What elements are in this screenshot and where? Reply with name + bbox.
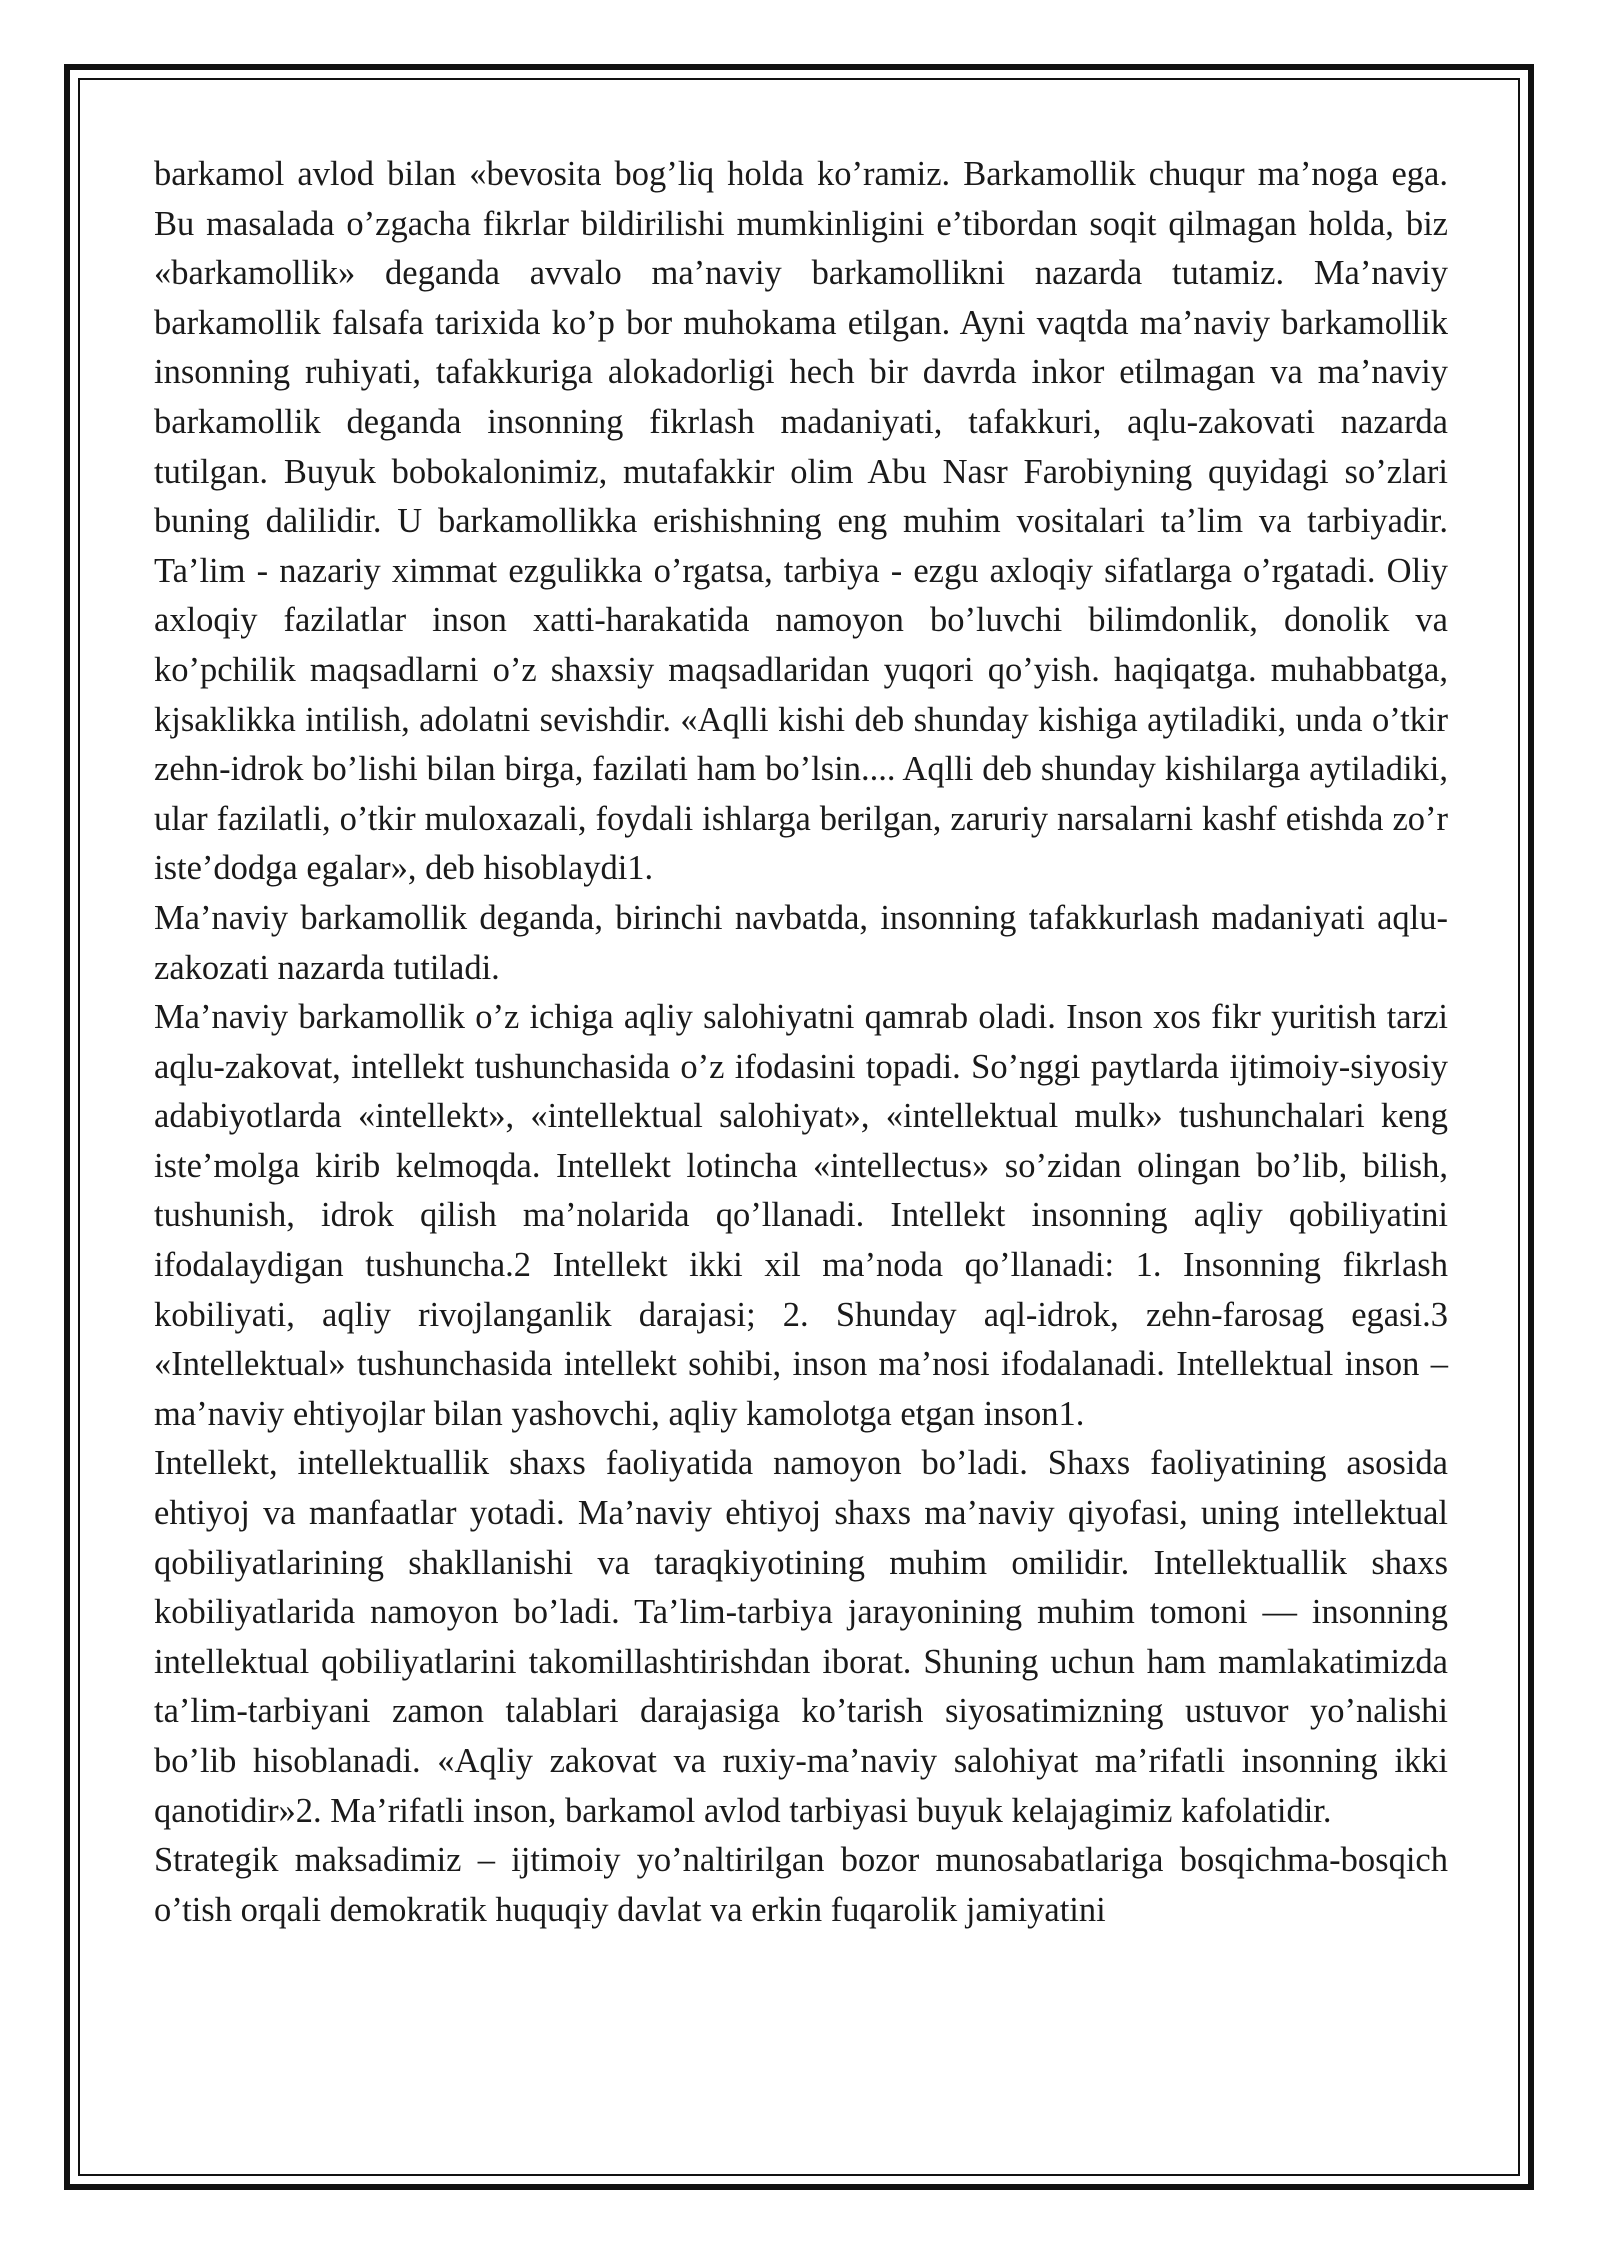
- paragraph-3: Ma’naviy barkamollik o’z ichiga aqliy salohiyatni qamrab oladi. Inson xos fikr yuritish tarzi aqlu-zakovat, intellekt tushunchasida o’z ifodasini topadi. So’nggi paytlarda ijtimoiy-siyosiy adabiyotlarda «intellekt», «intellektual salohiyat», «intellektual mulk» tushunchalari keng iste’molga kirib kelmoqda. Intellekt lotincha «intellectus» so’zidan olingan bo’lib, bilish, tushunish, idrok qilish ma’nolarida qo’llanadi. Intellekt insonning aqliy qobiliyatini ifodalaydigan tushuncha.2 Intellekt ikki xil ma’noda qo’llanadi: 1. Insonning fikrlash kobiliyati, aqliy rivojlanganlik darajasi; 2. Shunday aql-idrok, zehn-farosag egasi.3 «Intellektual» tushunchasida intellekt sohibi, inson ma’nosi ifodalanadi. Intellektual inson – ma’naviy ehtiyojlar bilan yashovchi, aqliy kamolotga etgan inson1.: [154, 998, 1448, 1433]
- paragraph-5: Strategik maksadimiz – ijtimoiy yo’naltirilgan bozor munosabatlariga bosqichma-bosqich o’tish orqali demokratik huquqiy davlat va erkin fuqarolik jamiyatini: [154, 1841, 1448, 1929]
- paragraph-4: Intellekt, intellektuallik shaxs faoliyatida namoyon bo’ladi. Shaxs faoliyatining asosida ehtiyoj va manfaatlar yotadi. Ma’naviy ehtiyoj shaxs ma’naviy qiyofasi, uning intellektual qobiliyatlarining shakllanishi va taraqkiyotining muhim omilidir. Intellektuallik shaxs kobiliyatlarida namoyon bo’ladi. Ta’lim-tarbiya jarayonining muhim tomoni — insonning intellektual qobiliyatlarini takomillashtirishdan iborat. Shuning uchun ham mamlakatimizda ta’lim-tarbiyani zamon talablari darajasiga ko’tarish siyosatimizning ustuvor yo’nalishi bo’lib hisoblanadi. «Aqliy zakovat va ruxiy-ma’naviy salohiyat ma’rifatli insonning ikki qanotidir»2. Ma’rifatli inson, barkamol avlod tarbiyasi buyuk kelajagimiz kafolatidir.: [154, 1444, 1448, 1830]
- paragraph-1: barkamol avlod bilan «bevosita bog’liq holda ko’ramiz. Barkamollik chuqur ma’noga ega. Bu masalada o’zgacha fikrlar bildirilishi mumkinligini e’tibordan soqit qilmagan holda, biz «barkamollik» deganda avvalo ma’naviy barkamollikni nazarda tutamiz. Ma’naviy barkamollik falsafa tarixida ko’p bor muhokama etilgan. Ayni vaqtda ma’naviy barkamollik insonning ruhiyati, tafakkuriga alokadorligi hech bir davrda inkor etilmagan va ma’naviy barkamollik deganda insonning fikrlash madaniyati, tafakkuri, aqlu-zakovati nazarda tutilgan. Buyuk bobokalonimiz, mutafakkir olim Abu Nasr Farobiyning quyidagi so’zlari buning dalilidir. U barkamollikka erishishning eng muhim vositalari ta’lim va tarbiyadir. Ta’lim - nazariy ximmat ezgulikka o’rgatsa, tarbiya - ezgu axloqiy sifatlarga o’rgatadi. Oliy axloqiy fazilatlar inson xatti-harakatida namoyon bo’luvchi bilimdonlik, donolik va ko’pchilik maqsadlarni o’z shaxsiy maqsadlaridan yuqori qo’yish. haqiqatga. muhabbatga, kjsaklikka intilish, adolatni sevishdir. «Aqlli kishi deb shunday kishiga aytiladiki, unda o’tkir zehn-idrok bo’lishi bilan birga, fazilati ham bo’lsin.... Aqlli deb shunday kishilarga aytiladiki, ular fazilatli, o’tkir muloxazali, foydali ishlarga berilgan, zaruriy narsalarni kashf etishda zo’r iste’dodga egalar», deb hisoblaydi1.: [154, 155, 1448, 888]
- paragraph-2: Ma’naviy barkamollik deganda, birinchi navbatda, insonning tafakkurlash madaniyati aqlu-zakozati nazarda tutiladi.: [154, 898, 1448, 987]
- document-body: [154, 150, 1448, 1935]
